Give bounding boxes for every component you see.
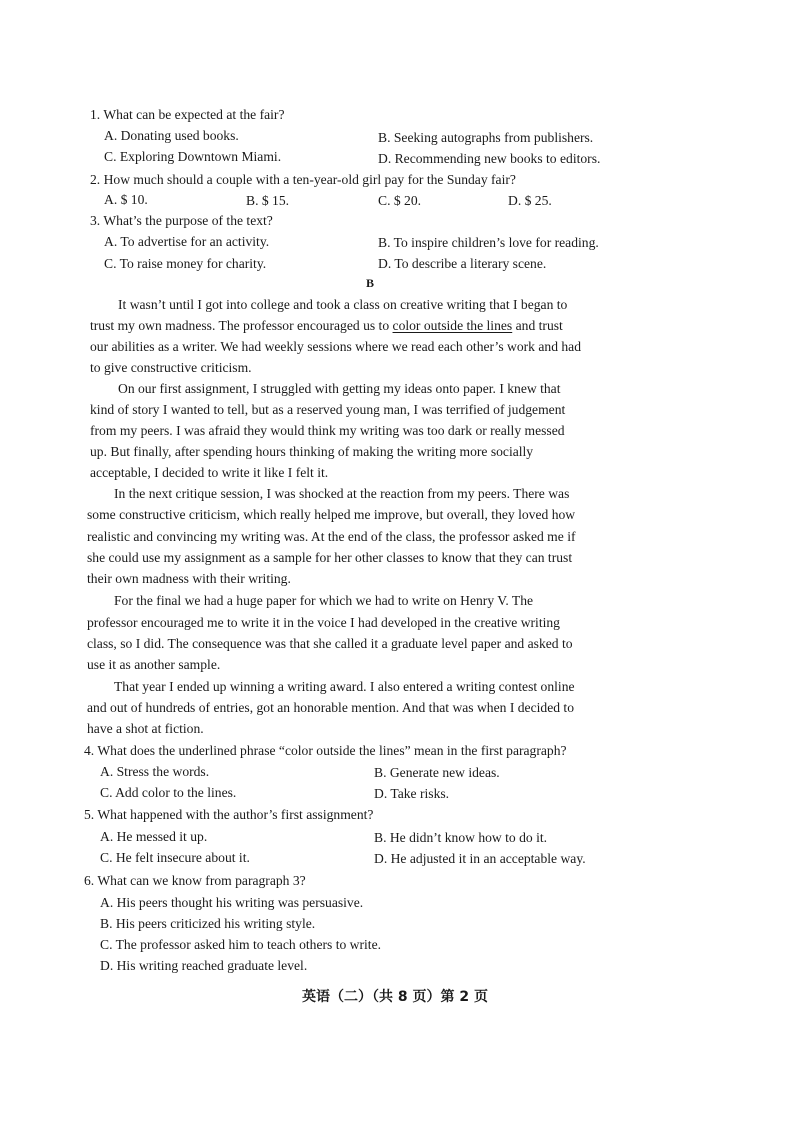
q2-option-b: B. $ 15. xyxy=(246,193,290,208)
p3-line1: In the next critique session, I was shocked at the reaction from my peers. There was xyxy=(114,486,570,501)
q2-stem: 2. How much should a couple with a ten-year-old girl pay for the Sunday fair? xyxy=(90,172,516,187)
q6-option-c: C. The professor asked him to teach others to write. xyxy=(100,937,381,952)
q5-stem: 5. What happened with the author’s first assignment? xyxy=(84,807,374,822)
q2-option-c: C. $ 20. xyxy=(378,193,422,208)
p4-line4: use it as another sample. xyxy=(87,657,221,672)
p3-line3: realistic and convincing my writing was. At the end of the class, the professor asked me if xyxy=(87,529,576,544)
underlined-phrase: color outside the lines xyxy=(392,318,513,333)
q2-option-d: D. $ 25. xyxy=(508,193,552,208)
q6-option-b: B. His peers criticized his writing style. xyxy=(100,916,316,931)
p1-line4: to give constructive criticism. xyxy=(90,360,252,375)
q3-stem: 3. What’s the purpose of the text? xyxy=(90,213,273,228)
q4-option-a: A. Stress the words. xyxy=(100,764,210,779)
page-footer: 英语（二）（共 8 页）第 2 页 xyxy=(302,989,488,1005)
section-heading: B xyxy=(366,276,375,290)
q5-option-d: D. He adjusted it in an acceptable way. xyxy=(374,851,586,866)
q6-option-a: A. His peers thought his writing was persuasive. xyxy=(100,895,364,910)
p1-line2-pre: trust my own madness. The professor encouraged us to xyxy=(90,318,393,333)
p2-line4: up. But finally, after spending hours thinking of making the writing more socially xyxy=(90,444,534,459)
q1-option-a: A. Donating used books. xyxy=(104,128,239,143)
p4-line3: class, so I did. The consequence was that she called it a graduate level paper and asked to xyxy=(87,636,573,651)
q1-option-c: C. Exploring Downtown Miami. xyxy=(104,149,282,164)
q6-stem: 6. What can we know from paragraph 3? xyxy=(84,873,306,888)
q5-option-a: A. He messed it up. xyxy=(100,829,208,844)
p5-line3: have a shot at fiction. xyxy=(87,721,204,736)
p1-line1: It wasn’t until I got into college and took a class on creative writing that I began to xyxy=(118,297,568,312)
q4-option-b: B. Generate new ideas. xyxy=(374,765,500,780)
q1-option-d: D. Recommending new books to editors. xyxy=(378,151,601,166)
p4-line2: professor encouraged me to write it in the voice I had developed in the creative writing xyxy=(87,615,560,630)
q4-stem: 4. What does the underlined phrase “color outside the lines” mean in the first paragraph? xyxy=(84,743,567,758)
p5-line2: and out of hundreds of entries, got an honorable mention. And that was when I decided to xyxy=(87,700,574,715)
q3-option-c: C. To raise money for charity. xyxy=(104,256,267,271)
q4-option-c: C. Add color to the lines. xyxy=(100,785,237,800)
q1-stem: 1. What can be expected at the fair? xyxy=(90,107,285,122)
q5-option-c: C. He felt insecure about it. xyxy=(100,850,250,865)
p1-line2 xyxy=(90,319,563,333)
p3-line5: their own madness with their writing. xyxy=(87,571,291,586)
p3-line4: she could use my assignment as a sample for her other classes to know that they can trust xyxy=(87,550,573,565)
q3-option-d: D. To describe a literary scene. xyxy=(378,256,547,271)
q5-option-b: B. He didn’t know how to do it. xyxy=(374,830,548,845)
q3-option-b: B. To inspire children’s love for reading. xyxy=(378,235,599,250)
p5-line1: That year I ended up winning a writing award. I also entered a writing contest online xyxy=(114,679,575,694)
q3-option-a: A. To advertise for an activity. xyxy=(104,234,270,249)
p2-line2: kind of story I wanted to tell, but as a reserved young man, I was terrified of judgement xyxy=(90,402,566,417)
p1-line3: our abilities as a writer. We had weekly sessions where we read each other’s work and had xyxy=(90,339,582,354)
q4-option-d: D. Take risks. xyxy=(374,786,450,801)
q6-option-d: D. His writing reached graduate level. xyxy=(100,958,308,973)
p1-line2-post: and trust xyxy=(512,318,563,333)
q2-option-a: A. $ 10. xyxy=(104,192,148,207)
p3-line2: some constructive criticism, which really helped me improve, but overall, they loved how xyxy=(87,507,576,522)
p4-line1: For the final we had a huge paper for which we had to write on Henry V. The xyxy=(114,593,534,608)
q1-option-b: B. Seeking autographs from publishers. xyxy=(378,130,594,145)
p2-line3: from my peers. I was afraid they would think my writing was too dark or really messed xyxy=(90,423,565,438)
p2-line5: acceptable, I decided to write it like I felt it. xyxy=(90,465,329,480)
p2-line1: On our first assignment, I struggled with getting my ideas onto paper. I knew that xyxy=(118,381,561,396)
